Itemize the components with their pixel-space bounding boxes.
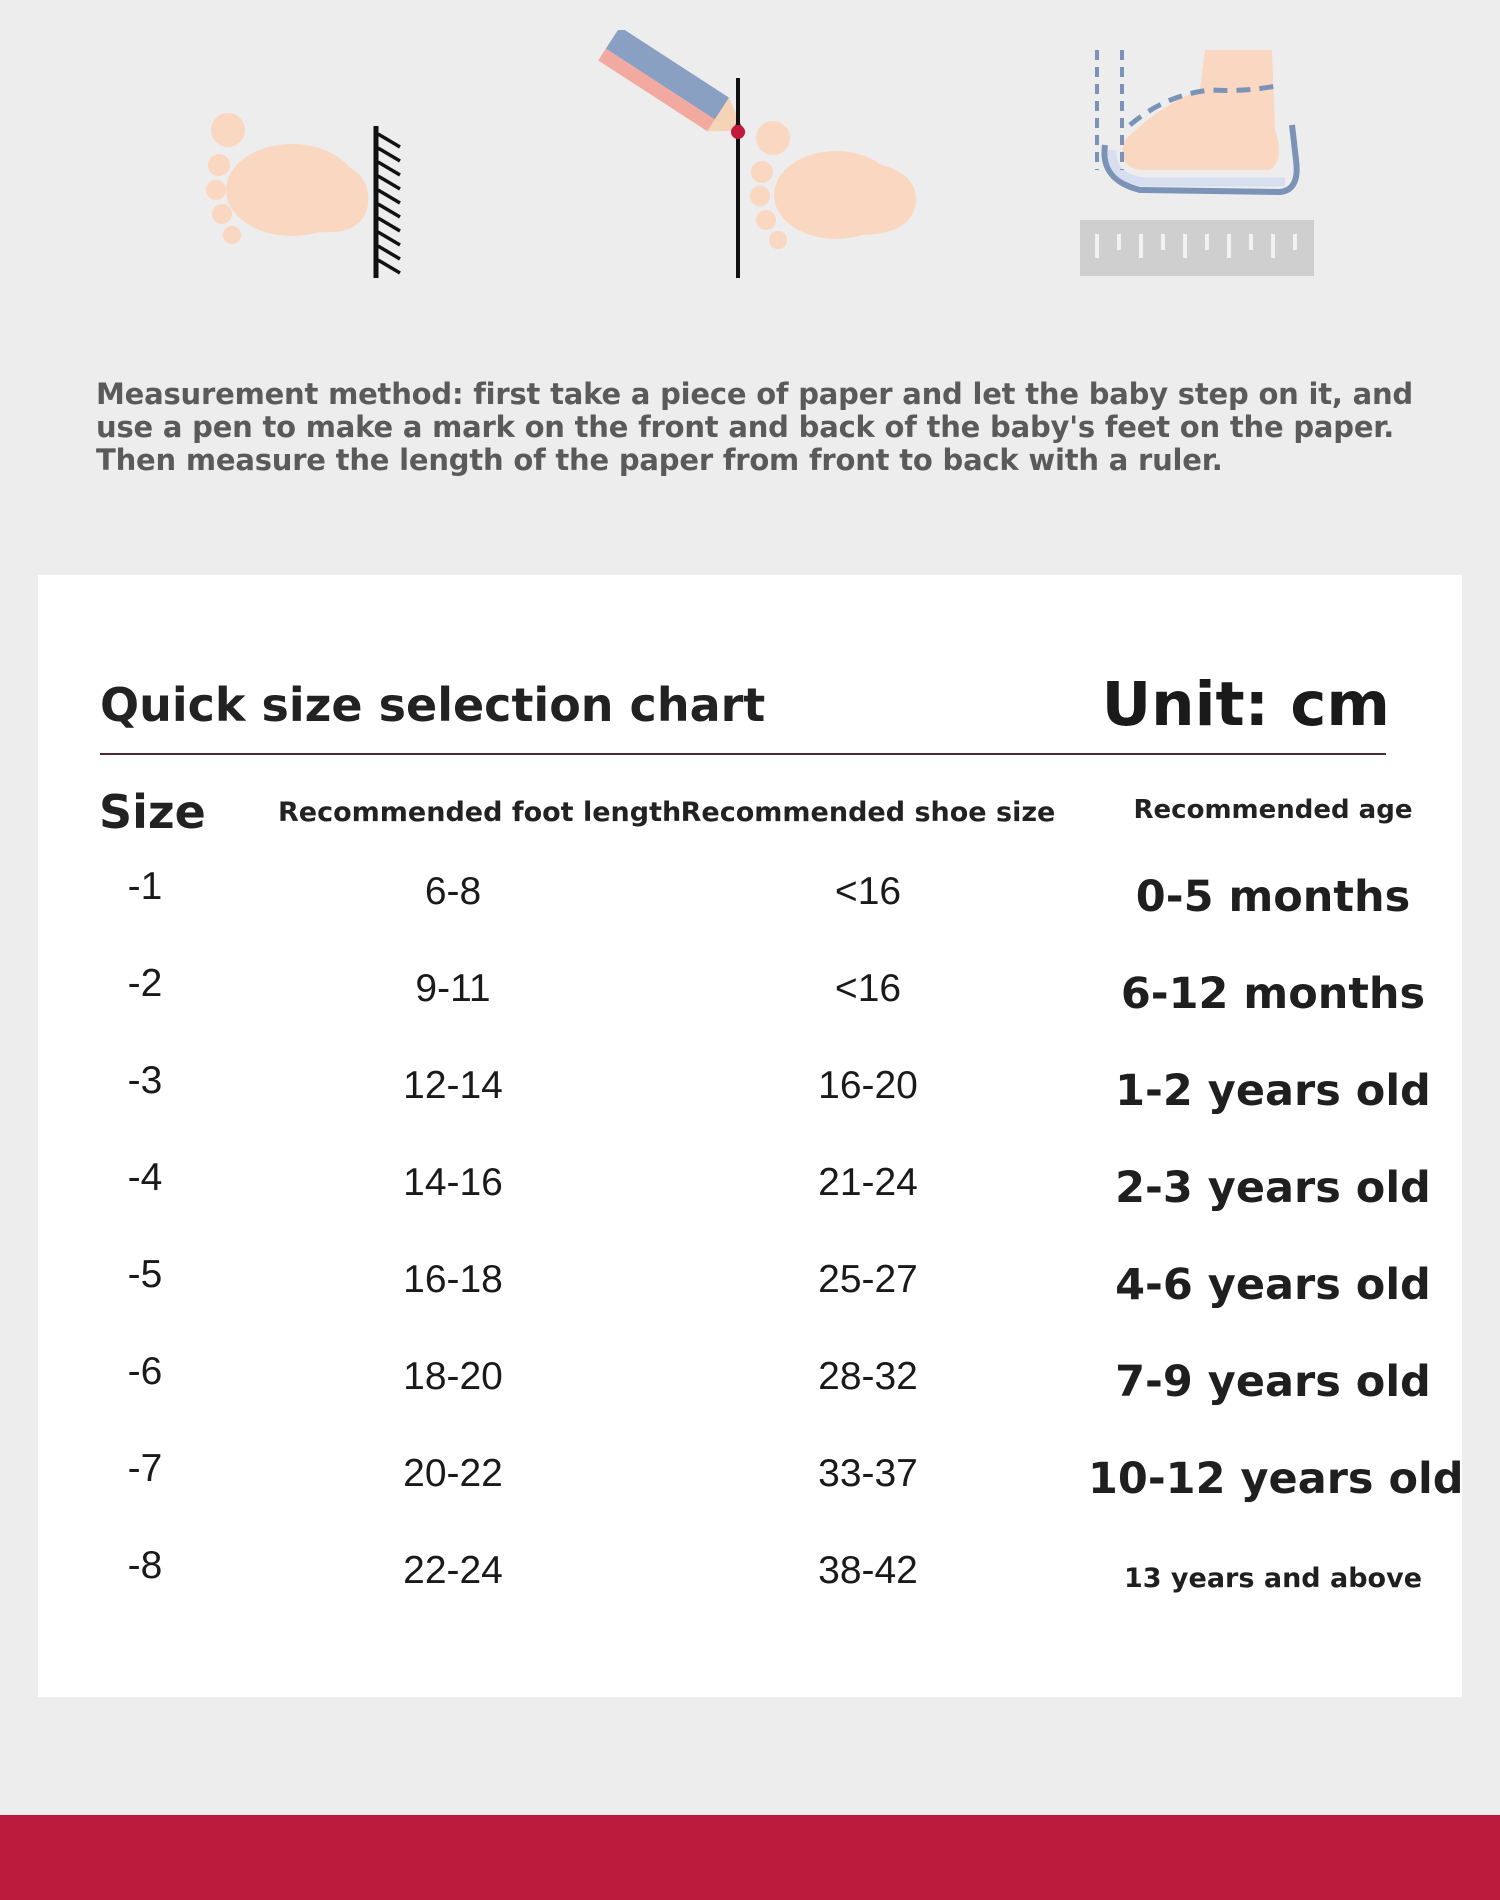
column-header-foot-length: Recommended foot length: [278, 797, 682, 828]
foot-length-cell: 18-20: [403, 1355, 503, 1398]
chart-unit: Unit: cm: [1101, 669, 1390, 740]
pencil-mark-foot-icon: [598, 30, 916, 278]
foot-length-cell: 16-18: [403, 1258, 503, 1301]
table-row: [38, 1544, 1462, 1646]
foot-length-cell: 9-11: [415, 967, 491, 1010]
column-header-shoe-size: Recommended shoe size: [680, 797, 1056, 828]
age-cell: 0-5 months: [1135, 872, 1411, 922]
shoe-size-cell: 33-37: [818, 1452, 918, 1495]
table-row: [38, 962, 1462, 1064]
size-chart-card: [38, 575, 1462, 1697]
table-row: [38, 865, 1462, 967]
table-row: [38, 1253, 1462, 1355]
header-divider: [100, 753, 1386, 755]
age-cell: 10-12 years old: [1088, 1454, 1464, 1504]
table-row: [38, 1447, 1464, 1549]
age-cell: 4-6 years old: [1115, 1260, 1431, 1310]
size-cell: -8: [127, 1544, 163, 1587]
foot-against-wall-icon: [206, 113, 400, 278]
method-line-1: Measurement method: first take a piece of paper and let the baby step on it, and: [96, 377, 1413, 411]
chart-title: Quick size selection chart: [100, 678, 766, 732]
size-cell: -6: [127, 1350, 163, 1393]
foot-length-cell: 22-24: [403, 1549, 503, 1592]
size-cell: -2: [127, 962, 163, 1005]
size-cell: -1: [127, 865, 163, 908]
size-cell: -7: [127, 1447, 163, 1490]
age-cell: 6-12 months: [1120, 969, 1426, 1019]
method-line-2: use a pen to make a mark on the front and back of the baby's feet on the paper.: [96, 410, 1395, 444]
size-cell: -3: [127, 1059, 163, 1102]
measurement-method-text: [96, 378, 1426, 477]
table-row: [38, 1350, 1462, 1452]
shoe-size-cell: 28-32: [818, 1355, 918, 1398]
size-cell: -4: [127, 1156, 163, 1199]
foot-length-cell: 6-8: [424, 870, 482, 913]
measurement-illustrations: [0, 30, 1500, 300]
age-cell: 2-3 years old: [1115, 1163, 1431, 1213]
foot-length-cell: 14-16: [403, 1161, 503, 1204]
foot-length-cell: 12-14: [403, 1064, 503, 1107]
shoe-size-cell: 38-42: [818, 1549, 918, 1592]
footer-bar: [0, 1815, 1500, 1900]
shoe-size-cell: 25-27: [818, 1258, 918, 1301]
shoe-size-cell: 21-24: [818, 1161, 918, 1204]
age-cell: 7-9 years old: [1115, 1357, 1431, 1407]
size-table-body: [38, 865, 1464, 1646]
age-cell: 1-2 years old: [1115, 1066, 1431, 1116]
age-cell: 13 years and above: [1123, 1563, 1423, 1594]
shoe-size-cell: 16-20: [818, 1064, 918, 1107]
table-row: [38, 1059, 1462, 1161]
column-header-size: Size: [99, 785, 206, 839]
column-header-age: Recommended age: [1133, 795, 1413, 825]
foot-length-cell: 20-22: [403, 1452, 503, 1495]
foot-on-ruler-icon: [1080, 50, 1314, 276]
method-line-3: Then measure the length of the paper from front to back with a ruler.: [96, 443, 1223, 477]
table-row: [38, 1156, 1462, 1258]
shoe-size-cell: <16: [834, 870, 902, 913]
shoe-size-cell: <16: [834, 967, 902, 1010]
size-cell: -5: [127, 1253, 163, 1296]
